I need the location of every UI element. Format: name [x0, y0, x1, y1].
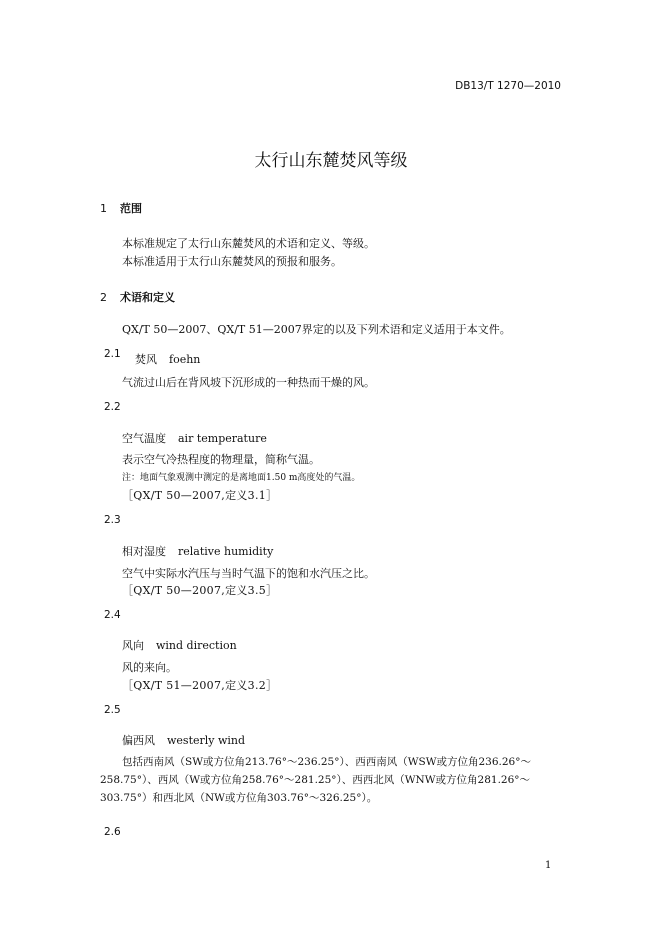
term-2-4-source: ［QX/T 51—2007,定义3.2］	[122, 679, 278, 692]
standard-code: DB13/T 1270—2010	[455, 80, 561, 92]
section-title: 术语和定义	[120, 291, 175, 304]
term-2-1-definition: 气流过山后在背风坡下沉形成的一种热而干燥的风。	[122, 376, 375, 389]
term-2-5-number: 2.5	[104, 704, 121, 716]
page-title: 太行山东麓焚风等级	[254, 151, 408, 171]
section-number: 1	[100, 202, 107, 215]
section-1-paragraph-2: 本标准适用于太行山东麓焚风的预报和服务。	[122, 255, 342, 268]
term-2-2-source: ［QX/T 50—2007,定义3.1］	[122, 489, 278, 502]
term-2-6-number: 2.6	[104, 826, 121, 838]
term-english: air temperature	[178, 432, 267, 445]
term-english: wind direction	[156, 639, 237, 652]
section-2-heading	[100, 289, 175, 305]
term-2-1-heading	[135, 348, 200, 367]
term-2-4-heading	[122, 634, 237, 653]
term-2-3-definition: 空气中实际水汽压与当时气温下的饱和水汽压之比。	[122, 567, 375, 580]
term-english: westerly wind	[167, 734, 246, 747]
term-chinese: 相对湿度	[122, 545, 166, 558]
term-2-5-heading	[122, 729, 245, 748]
section-number: 2	[100, 291, 107, 304]
term-2-5-definition-line-3: 303.75°）和西北风（NW或方位角303.76°～326.25°）。	[100, 792, 378, 804]
term-2-4-definition: 风的来向。	[122, 661, 177, 674]
page-number: 1	[545, 860, 552, 871]
term-2-1-number: 2.1	[104, 348, 121, 360]
term-2-5-definition-line-2: 258.75°）、西风（W或方位角258.76°～281.25°）、西西北风（WNW或方位角281.26°～	[100, 774, 531, 786]
term-english: foehn	[169, 353, 201, 366]
term-english: relative humidity	[178, 545, 274, 558]
section-2-intro: QX/T 50—2007、QX/T 51—2007界定的以及下列术语和定义适用于本文件。	[122, 323, 511, 336]
term-2-4-number: 2.4	[104, 609, 121, 621]
term-2-3-number: 2.3	[104, 514, 121, 526]
term-chinese: 空气温度	[122, 432, 166, 445]
section-1-heading	[100, 200, 142, 216]
term-chinese: 风向	[122, 639, 144, 652]
term-2-2-heading	[122, 427, 267, 446]
term-2-2-number: 2.2	[104, 401, 121, 413]
term-2-3-heading	[122, 540, 273, 559]
section-1-paragraph-1: 本标准规定了太行山东麓焚风的术语和定义、等级。	[122, 237, 375, 250]
term-2-2-note: 注：地面气象观测中测定的是离地面1.50 m高度处的气温。	[122, 473, 361, 483]
term-2-2-definition: 表示空气冷热程度的物理量，简称气温。	[122, 453, 320, 466]
term-chinese: 焚风	[135, 353, 157, 366]
term-2-5-definition-line-1: 包括西南风（SW或方位角213.76°～236.25°）、西西南风（WSW或方位角236.26°～	[122, 756, 531, 768]
section-title: 范围	[120, 202, 142, 215]
term-2-3-source: ［QX/T 50—2007,定义3.5］	[122, 584, 278, 597]
term-chinese: 偏西风	[122, 734, 155, 747]
